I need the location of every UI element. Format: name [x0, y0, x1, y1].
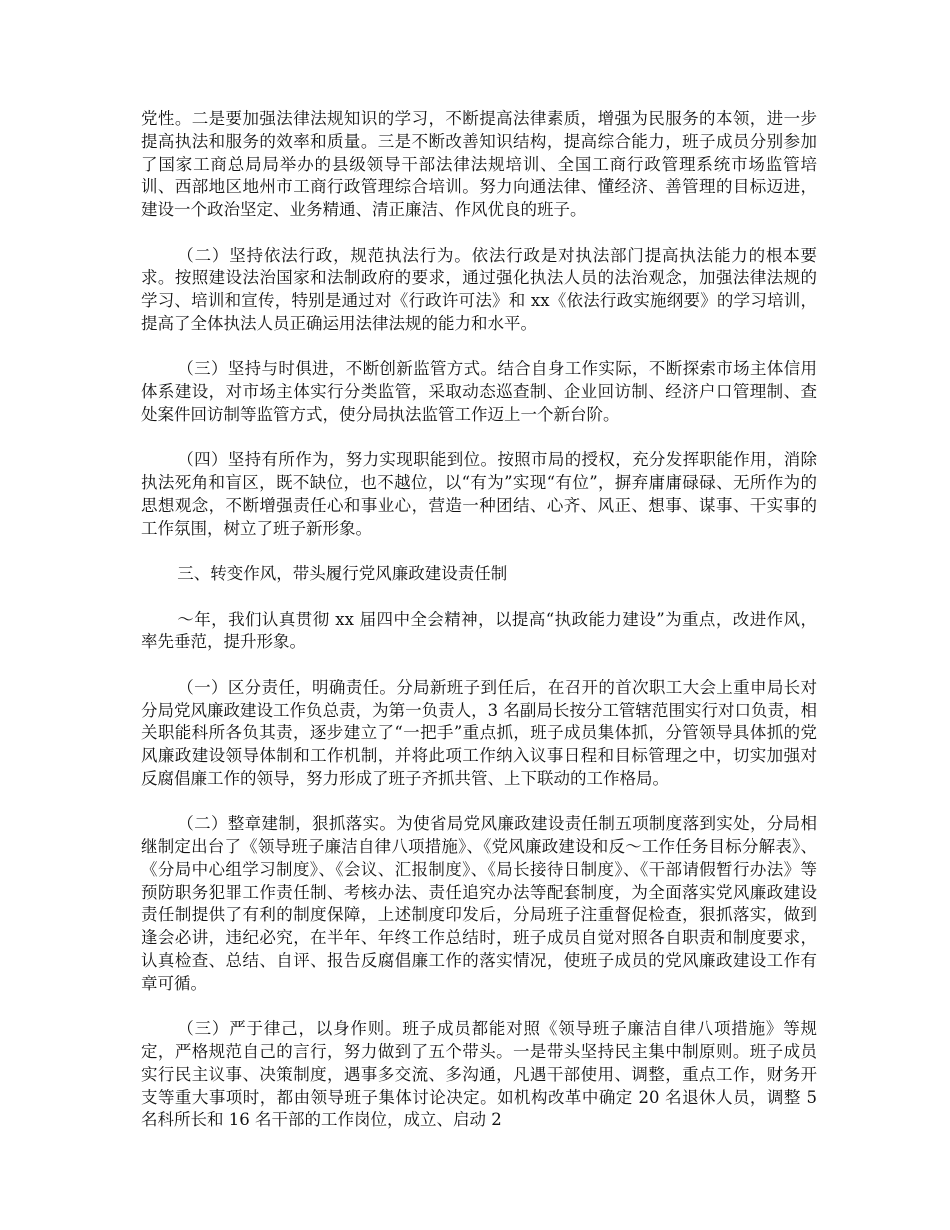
paragraph-fulfill-functions: （四）坚持有所作为，努力实现职能到位。按照市局的授权，充分发挥职能作用，消除执法死角和盲区，既不缺位，也不越位，以“有为”实现“有位”，摒弃庸庸碌碌、无所作为的思想观念，不断增强责任心和事业心，营造一种团结、心齐、风正、想事、谋事、干实事的工作氛围，树立了班子新形象。 [141, 450, 817, 538]
paragraph-self-discipline: （三）严于律己，以身作则。班子成员都能对照《领导班子廉洁自律八项措施》等规定，严格规范自己的言行，努力做到了五个带头。一是带头坚持民主集中制原则。班子成员实行民主议事、决策制度，遇事多交流、多沟通，凡遇干部使用、调整，重点工作，财务开支等重大事项时，都由领导班子集体讨论决定。如机构改革中确定 20 名退休人员，调整 5 名科所长和 16 名干部的工作岗位，成立、启动 2 [141, 1019, 817, 1130]
paragraph-year-intro: ～年，我们认真贯彻 xx 届四中全会精神，以提高“执政能力建设”为重点，改进作风，率先垂范，提升形象。 [141, 609, 817, 652]
section-heading-three: 三、转变作风，带头履行党风廉政建设责任制 [177, 564, 508, 584]
paragraph-party-spirit: 党性。二是要加强法律法规知识的学习，不断提高法律素质，增强为民服务的本领，进一步提高执法和服务的效率和质量。三是不断改善知识结构，提高综合能力，班子成员分别参加了国家工商总局局举办的县级领导干部法律法规培训、全国工商行政管理系统市场监管培训、西部地区地州市工商行政管理综合培训。努力向通法律、懂经济、善管理的目标迈进，建设一个政治坚定、业务精通、清正廉洁、作风优良的班子。 [141, 109, 817, 220]
document-page [141, 108, 817, 1155]
paragraph-clarify-responsibility: （一）区分责任，明确责任。分局新班子到任后，在召开的首次职工大会上重申局长对分局党风廉政建设工作负总责，为第一负责人，3 名副局长按分工管辖范围实行对口负责，相关职能科所各负其责，逐步建立了“一把手”重点抓，班子成员集体抓，分管领导具体抓的党风廉政建设领导体制和工作机制，并将此项工作纳入议事日程和目标管理之中，切实加强对反腐倡廉工作的领导，努力形成了班子齐抓共管、上下联动的工作格局。 [141, 677, 817, 788]
paragraph-law-based-administration: （二）坚持依法行政，规范执法行为。依法行政是对执法部门提高执法能力的根本要求。按照建设法治国家和法制政府的要求，通过强化执法人员的法治观念，加强法律法规的学习、培训和宣传，特别是通过对《行政许可法》和 xx《依法行政实施纲要》的学习培训，提高了全体执法人员正确运用法律法规的能力和水平。 [141, 245, 817, 333]
paragraph-innovate-supervision: （三）坚持与时俱进，不断创新监管方式。结合自身工作实际，不断探索市场主体信用体系建设，对市场主体实行分类监管，采取动态巡查制、企业回访制、经济户口管理制、查处案件回访制等监管方式，使分局执法监管工作迈上一个新台阶。 [141, 359, 817, 424]
paragraph-rules-and-systems: （二）整章建制，狠抓落实。为使省局党风廉政建设责任制五项制度落到实处，分局相继制定出台了《领导班子廉洁自律八项措施》、《党风廉政建设和反～工作任务目标分解表》、《分局中心组学习制度》、《会议、汇报制度》、《局长接待日制度》、《干部请假暂行办法》等预防职务犯罪工作责任制、考核办法、责任追究办法等配套制度，为全面落实党风廉政建设责任制提供了有利的制度保障，上述制度印发后，分局班子注重督促检查，狠抓落实，做到逢会必讲，违纪必究，在半年、年终工作总结时，班子成员自觉对照各自职责和制度要求，认真检查、总结、自评、报告反腐倡廉工作的落实情况，使班子成员的党风廉政建设工作有章可循。 [141, 814, 817, 993]
